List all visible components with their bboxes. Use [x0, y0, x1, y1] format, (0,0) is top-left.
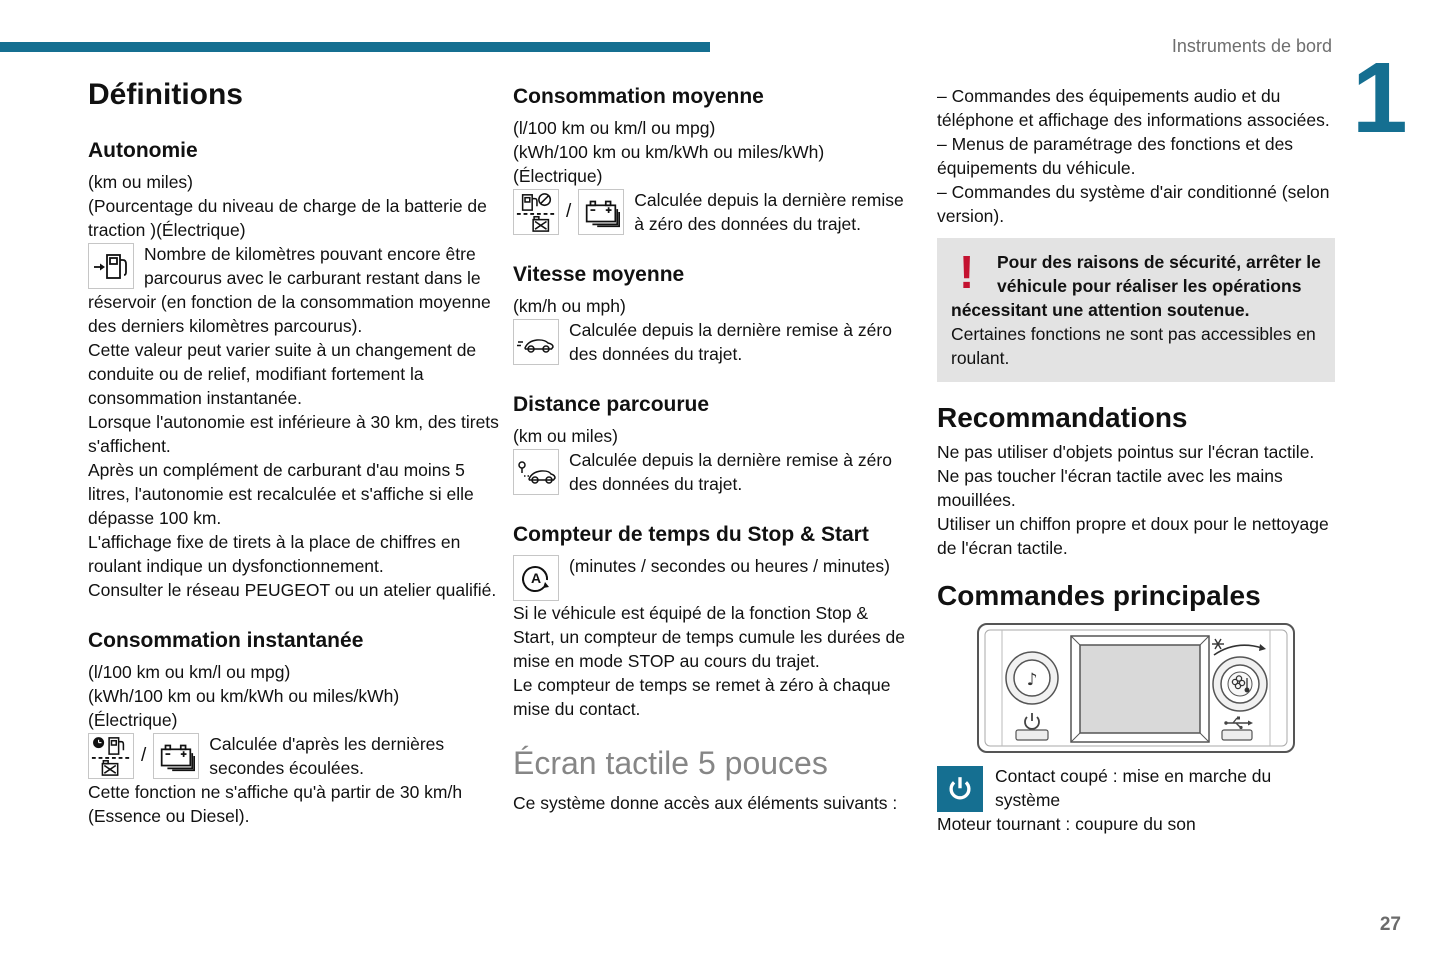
- stop-start-icon-text: (minutes / secondes ou heures / minutes): [569, 556, 890, 576]
- contact-coupe-text: Contact coupé : mise en marche du système: [995, 766, 1272, 810]
- svg-text:♪: ♪: [1026, 670, 1038, 690]
- conso-instantanee-unit-line: (Électrique): [88, 710, 178, 730]
- head-unit-illustration: [976, 622, 1296, 754]
- safety-warning-box: [937, 238, 1335, 382]
- distance-icon-row: [513, 448, 911, 496]
- battery-icon: [578, 189, 624, 235]
- header-accent-bar: [0, 42, 710, 52]
- distance-unit-line: (km ou miles): [513, 426, 619, 446]
- autonomie-unit-line: (km ou miles): [88, 172, 194, 192]
- autonomie-para: Cette valeur peut varier suite à un changement de conduite ou de relief, modifiant fortement la consommation instantanée.: [88, 340, 477, 408]
- audio-volume-knob: [1006, 652, 1058, 704]
- conso-instantanee-para: Cette fonction ne s'affiche qu'à partir de 30 km/h (Essence ou Diesel).: [88, 782, 463, 826]
- autonomie-para: L'affichage fixe de tirets à la place de chiffres en roulant indique un dysfonctionnement.: [88, 532, 461, 576]
- vitesse-icon-row: [513, 318, 911, 366]
- conso-instantanee-icons: [88, 733, 199, 779]
- column-left: [88, 78, 503, 828]
- conso-instantanee-heading: Consommation instantanée: [88, 629, 364, 652]
- distance-icon-text: Calculée depuis la dernière remise à zéro des données du trajet.: [569, 450, 892, 494]
- stop-start-a-icon: [513, 555, 559, 601]
- vitesse-heading: Vitesse moyenne: [513, 263, 685, 286]
- conso-moyenne-unit-line: (l/100 km ou km/l ou mpg): [513, 118, 716, 138]
- conso-instantanee-unit-line: (kWh/100 km ou km/kWh ou miles/kWh): [88, 686, 400, 706]
- autonomie-icon-text: Nombre de kilomètres pouvant encore être parcourus avec le carburant restant dans le réservoir (en fonction de la consommation moyenne des derniers kilomètres parcourus).: [88, 244, 491, 336]
- ecran-tactile-heading: Écran tactile 5 pouces: [513, 745, 828, 781]
- touchscreen-bullet: – Commandes des équipements audio et du téléphone et affichage des informations associées.: [937, 86, 1330, 130]
- page-number: 27: [1379, 914, 1401, 935]
- fuel-consumption-reset-icon: [513, 189, 559, 235]
- conso-moyenne-icon-row: [513, 188, 911, 236]
- conso-instantanee-icon-row: [88, 732, 503, 780]
- icon-separator-slash: /: [566, 201, 572, 222]
- stop-start-para: Si le véhicule est équipé de la fonction Stop & Start, un compteur de temps cumule les durées de mise en mode STOP au cours du trajet.: [513, 603, 906, 671]
- autonomie-para: Après un complément de carburant d'au moins 5 litres, l'autonomie est recalculée et s'affiche si elle dépasse 100 km.: [88, 460, 474, 528]
- touchscreen-bullet: – Commandes du système d'air conditionné (selon version).: [937, 182, 1330, 226]
- svg-text:A: A: [530, 570, 542, 586]
- ecran-tactile-intro: Ce système donne accès aux éléments suivants :: [513, 793, 898, 813]
- warning-normal-text: Certaines fonctions ne sont pas accessibles en roulant.: [951, 324, 1316, 368]
- conso-instantanee-icon-text: Calculée d'après les dernières secondes écoulées.: [209, 734, 445, 778]
- recommandations-para: Utiliser un chiffon propre et doux pour le nettoyage de l'écran tactile.: [937, 514, 1329, 558]
- battery-icon: [153, 733, 199, 779]
- conso-moyenne-icon-text: Calculée depuis la dernière remise à zéro des données du trajet.: [634, 190, 904, 234]
- warning-exclamation-icon: !: [959, 246, 975, 298]
- conso-moyenne-unit-line: (Électrique): [513, 166, 603, 186]
- commandes-principales-heading: Commandes principales: [937, 580, 1261, 611]
- system-power-icon: [937, 766, 983, 812]
- distance-car-pin-icon: [513, 449, 559, 495]
- conso-moyenne-unit-line: (kWh/100 km ou km/kWh ou miles/kWh): [513, 142, 825, 162]
- average-speed-car-icon: [513, 319, 559, 365]
- touchscreen-bullet: – Menus de paramétrage des fonctions et des équipements du véhicule.: [937, 134, 1294, 178]
- distance-heading: Distance parcourue: [513, 393, 710, 416]
- conso-moyenne-icons: [513, 189, 624, 235]
- vitesse-icon-text: Calculée depuis la dernière remise à zéro des données du trajet.: [569, 320, 892, 364]
- fuel-consumption-clock-icon: [88, 733, 134, 779]
- conso-instantanee-unit-line: (l/100 km ou km/l ou mpg): [88, 662, 291, 682]
- vitesse-unit-line: (km/h ou mph): [513, 296, 626, 316]
- recommandations-para: Ne pas utiliser d'objets pointus sur l'écran tactile.: [937, 442, 1315, 462]
- autonomie-icon-row: [88, 242, 503, 338]
- fuel-pump-arrow-icon: [88, 243, 134, 289]
- header-section-title: Instruments de bord: [1171, 36, 1332, 56]
- contact-row: [937, 764, 1335, 812]
- autonomie-heading: Autonomie: [88, 139, 198, 162]
- stop-start-icon-row: [513, 554, 911, 586]
- moteur-tournant-text: Moteur tournant : coupure du son: [937, 814, 1196, 834]
- icon-separator-slash: /: [141, 745, 147, 766]
- stop-start-para: Le compteur de temps se remet à zéro à chaque mise du contact.: [513, 675, 891, 719]
- stop-start-heading: Compteur de temps du Stop & Start: [513, 523, 869, 546]
- warning-bold-text: Pour des raisons de sécurité, arrêter le véhicule pour réaliser les opérations nécessitant une attention soutenue.: [951, 252, 1321, 320]
- chapter-number: 1: [1352, 42, 1408, 154]
- column-right: [937, 84, 1335, 836]
- column-middle: [513, 84, 911, 815]
- autonomie-para: Consulter le réseau PEUGEOT ou un atelier qualifié.: [88, 580, 497, 600]
- autonomie-para: Lorsque l'autonomie est inférieure à 30 km, des tirets s'affichent.: [88, 412, 499, 456]
- recommandations-heading: Recommandations: [937, 402, 1188, 433]
- recommandations-para: Ne pas toucher l'écran tactile avec les mains mouillées.: [937, 466, 1283, 510]
- autonomie-unit-line: (Pourcentage du niveau de charge de la batterie de traction )(Électrique): [88, 196, 487, 240]
- definitions-title: Définitions: [88, 78, 243, 111]
- conso-moyenne-heading: Consommation moyenne: [513, 85, 764, 108]
